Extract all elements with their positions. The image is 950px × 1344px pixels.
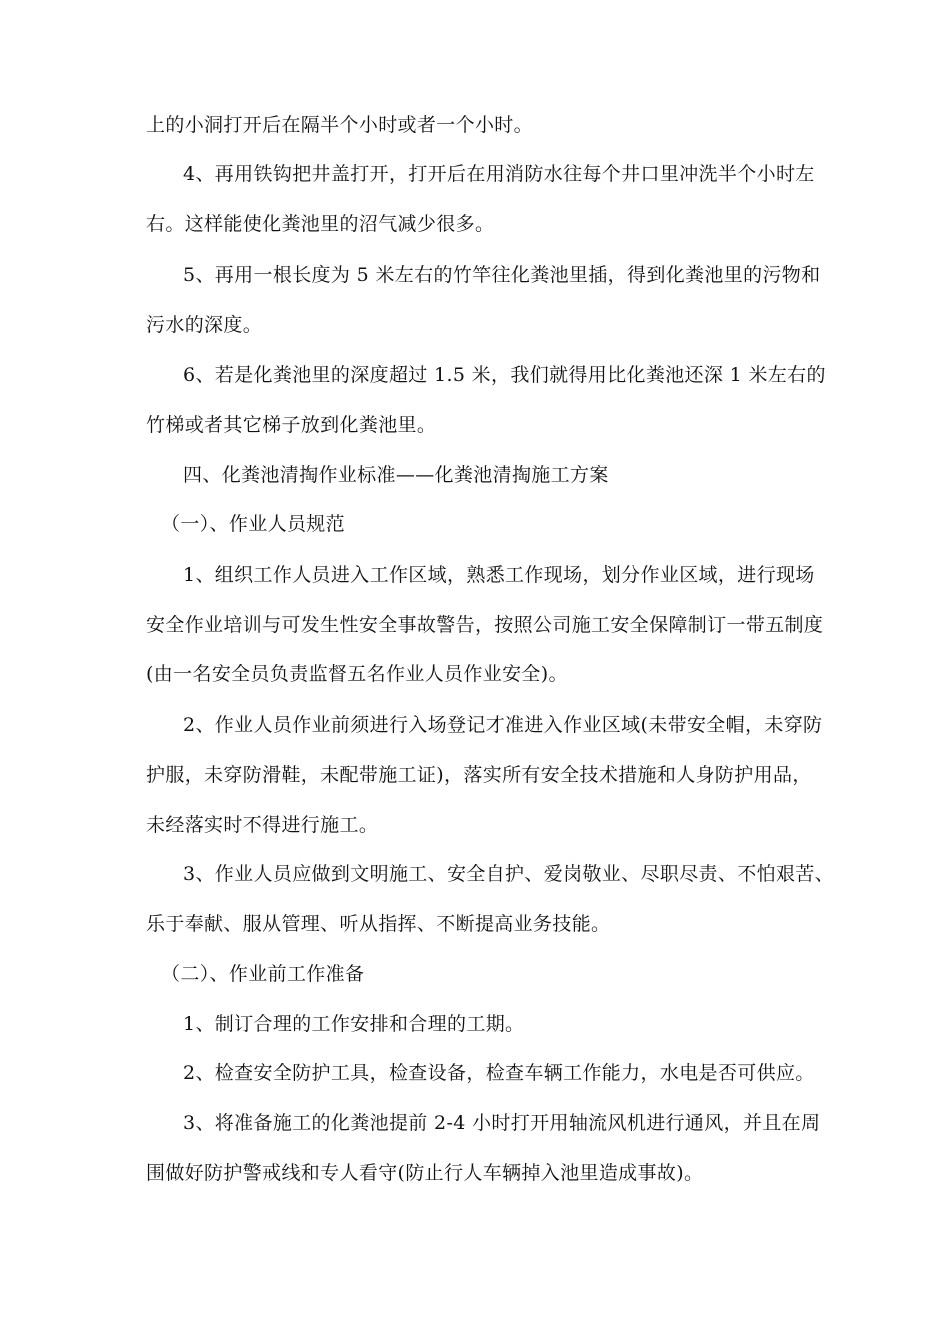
text-line: 护服，未穿防滑鞋，未配带施工证)，落实所有安全技术措施和人身防护用品，: [146, 764, 812, 786]
text-line: 右。这样能使化粪池里的沼气减少很多。: [146, 213, 495, 235]
text-line: 5、再用一根长度为 5 米左右的竹竿往化粪池里插，得到化粪池里的污物和: [183, 264, 821, 286]
text-line: 2、作业人员作业前须进行入场登记才准进入作业区域(未带安全帽，未穿防: [183, 714, 823, 736]
text-line: 乐于奉献、服从管理、听从指挥、不断提高业务技能。: [146, 913, 611, 935]
section-heading: 四、化粪池清掏作业标准——化粪池清掏施工方案: [183, 464, 609, 486]
text-line: (由一名安全员负责监督五名作业人员作业安全)。: [146, 663, 568, 685]
text-line: 3、将准备施工的化粪池提前 2-4 小时打开用轴流风机进行通风，并且在周: [183, 1112, 821, 1134]
text-line: 围做好防护警戒线和专人看守(防止行人车辆掉入池里造成事故)。: [146, 1162, 704, 1184]
text-line: 未经落实时不得进行施工。: [146, 814, 379, 836]
text-line: 安全作业培训与可发生性安全事故警告，按照公司施工安全保障制订一带五制度: [146, 614, 824, 636]
text-line: 6、若是化粪池里的深度超过 1.5 米，我们就得用比化粪池还深 1 米左右的: [183, 364, 826, 386]
text-line: 3、作业人员应做到文明施工、安全自护、爱岗敬业、尽职尽责、不怕艰苦、: [183, 863, 834, 885]
text-line: 污水的深度。: [146, 314, 263, 336]
subsection-heading: （一）、作业人员规范: [161, 513, 346, 535]
subsection-heading: （二）、作业前工作准备: [161, 963, 365, 985]
text-line: 上的小洞打开后在隔半个小时或者一个小时。: [146, 114, 534, 136]
text-line: 1、组织工作人员进入工作区域，熟悉工作现场，划分作业区域，进行现场: [183, 564, 815, 586]
text-line: 竹梯或者其它梯子放到化粪池里。: [146, 414, 437, 436]
text-line: 4、再用铁钩把井盖打开，打开后在用消防水往每个井口里冲洗半个小时左: [183, 163, 815, 185]
text-line: 2、检查安全防护工具，检查设备，检查车辆工作能力，水电是否可供应。: [183, 1062, 815, 1084]
text-line: 1、制订合理的工作安排和合理的工期。: [183, 1013, 525, 1035]
